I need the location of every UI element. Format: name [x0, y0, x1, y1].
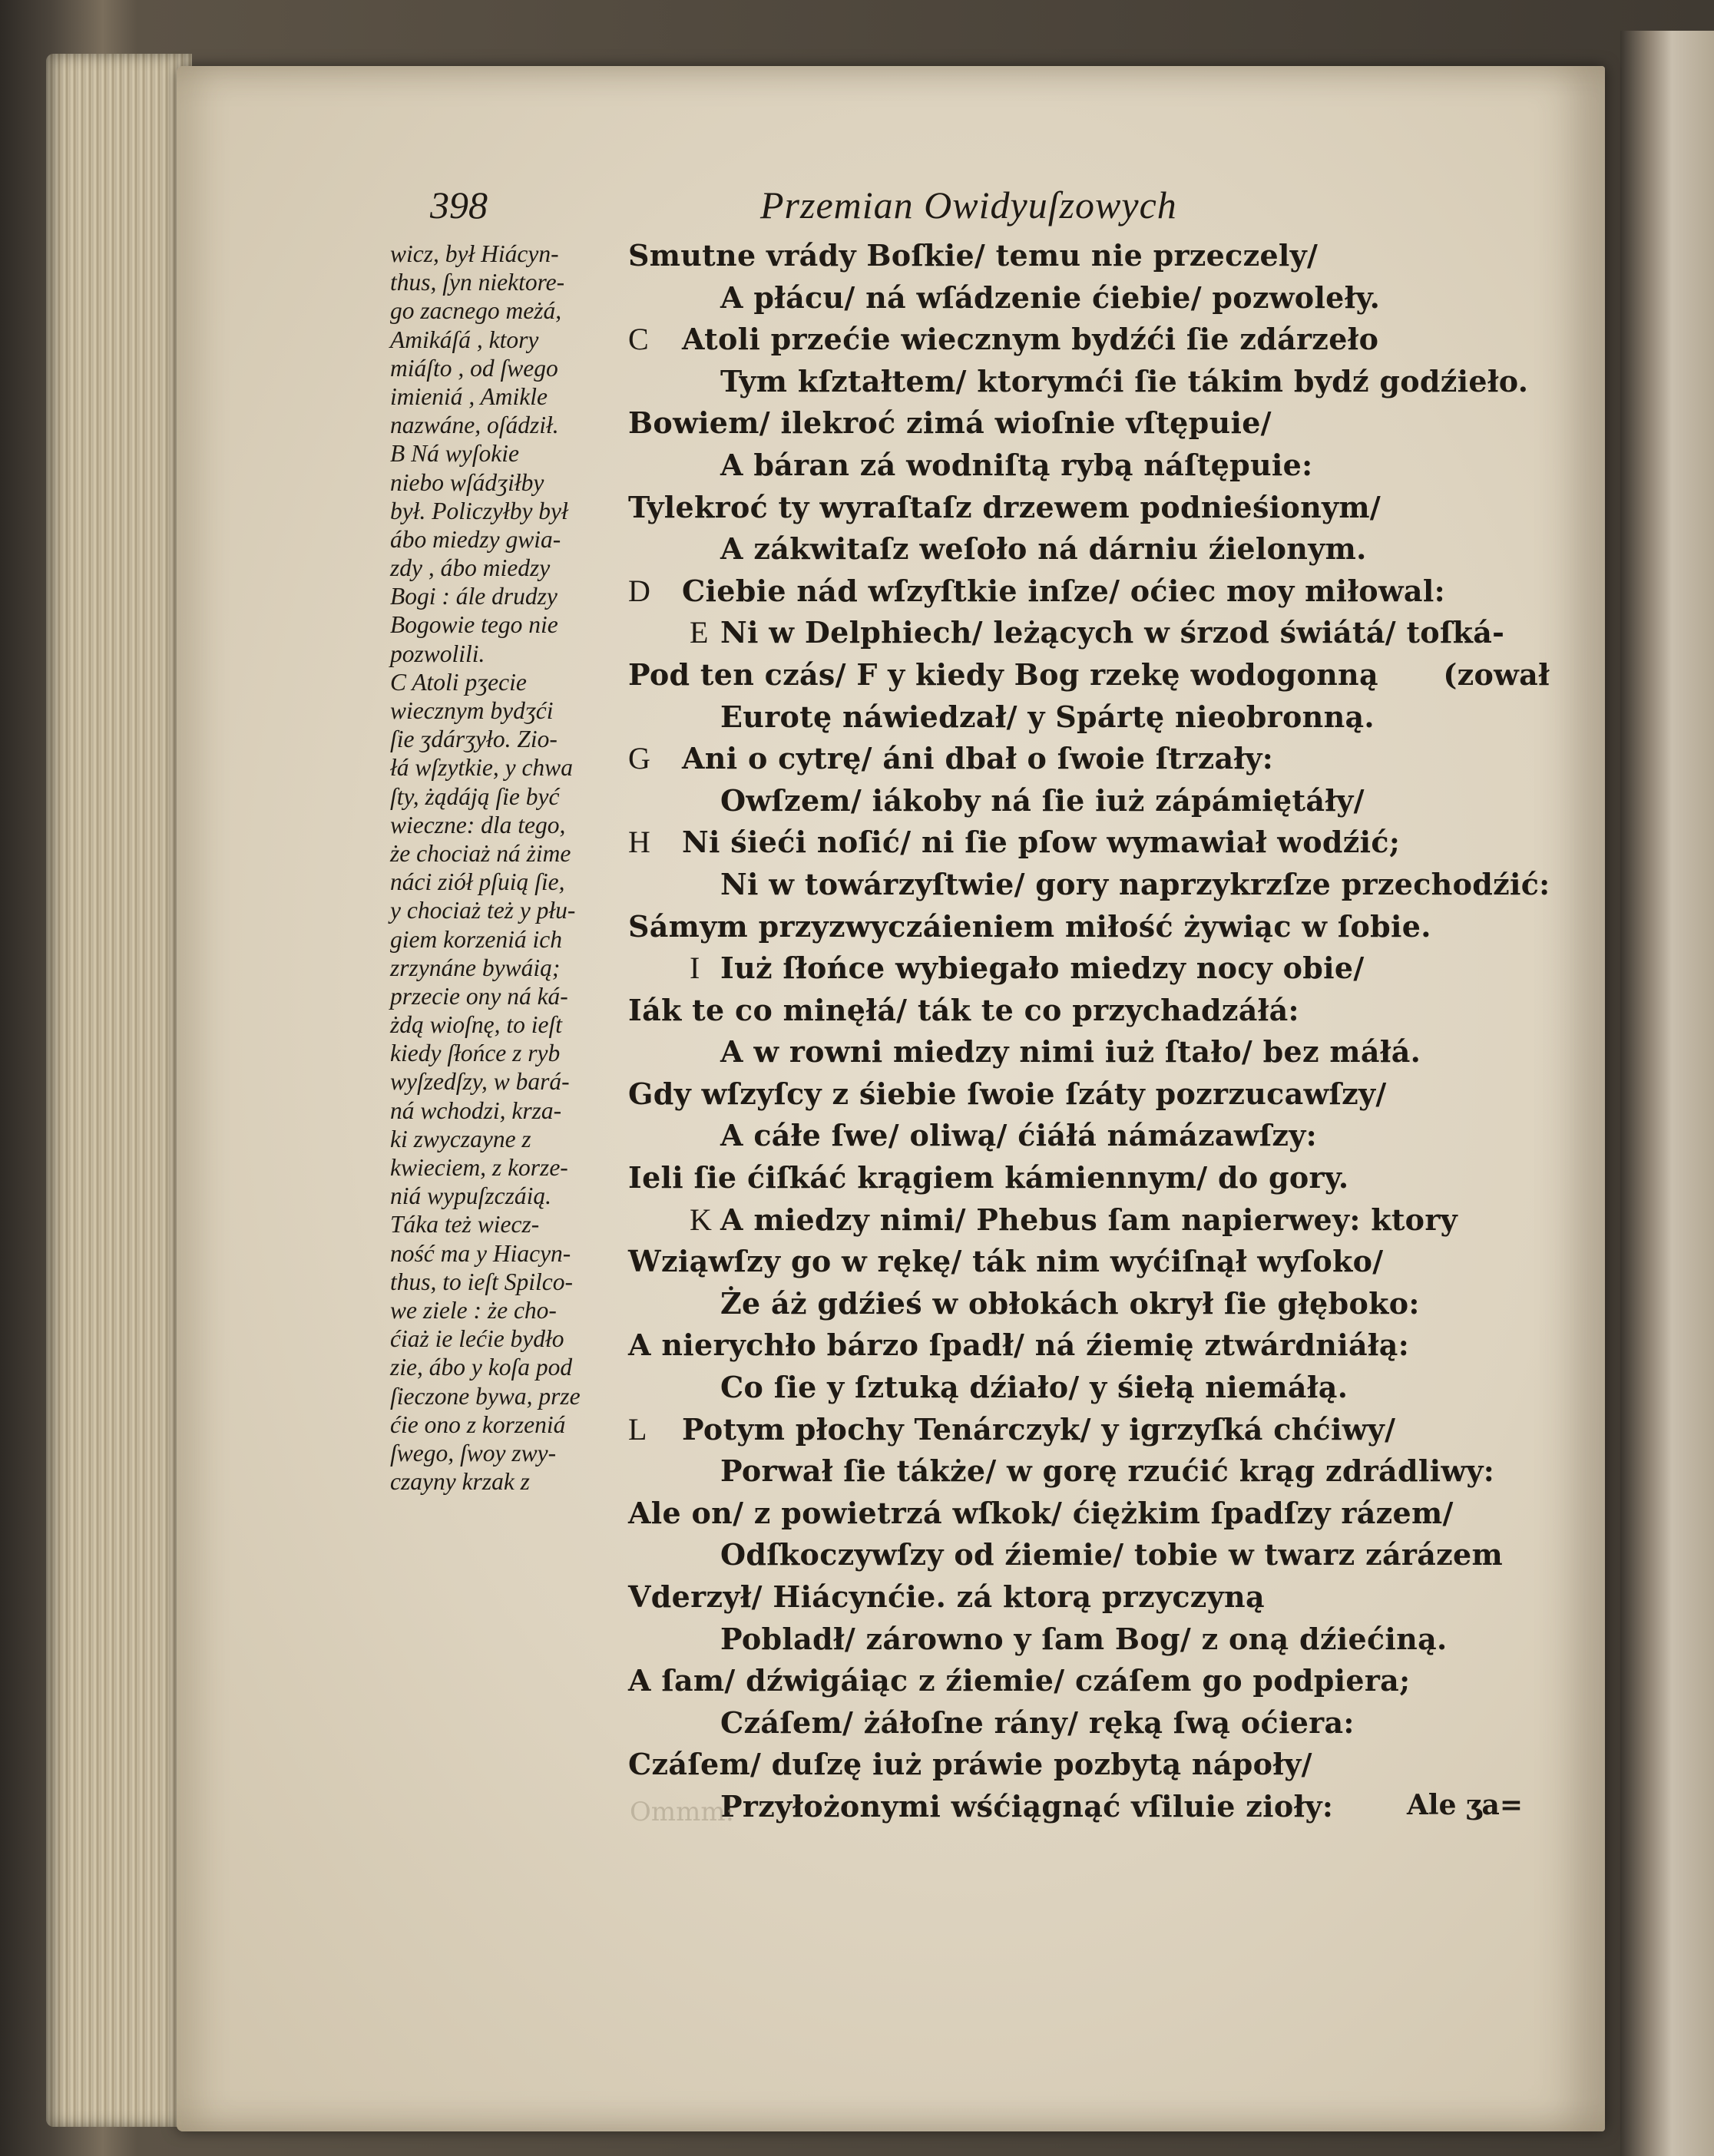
marginal-note-line: zie, ábo y koſa pod	[390, 1354, 573, 1381]
bleed-through-text: Ommm:	[630, 1797, 735, 1827]
verse-text: Ani o cytrę/ áni dbał o ſwoie ſtrzały:	[682, 741, 1274, 776]
verse-text: Ni w Delphiech/ leżących w śrzod świátá/ toſká-	[720, 615, 1505, 650]
marginal-note-line: B Ná wyſokie	[390, 440, 519, 468]
page-edges	[46, 54, 192, 2127]
marginal-note-line: Táka też wiecz-	[390, 1211, 540, 1238]
verse-text: Iuż ſłońce wybiegało miedzy nocy obie/	[720, 951, 1365, 986]
marginal-note-line: ność ma y Hiacyn-	[390, 1239, 571, 1267]
note-reference-letter: L	[628, 1411, 647, 1447]
verse-line	[628, 1619, 1550, 1661]
verse-text: Ieli ſie ćiſkáć krągiem kámiennym/ do gory.	[628, 1160, 1349, 1195]
verse-text: Eurotę náwiedzał/ y Spártę nieobronną.	[720, 699, 1375, 734]
verse-text: A w rowni miedzy nimi iuż ſtało/ bez máłá.	[720, 1034, 1421, 1070]
verse-line	[628, 319, 1550, 361]
overflow-word: (zował	[1443, 656, 1550, 692]
verse-text: A báran zá wodniſtą rybą náſtępuie:	[720, 447, 1313, 482]
facing-page-edge	[1620, 31, 1714, 2156]
marginal-note-line: go zacnego meżá,	[390, 297, 562, 325]
verse-text: Sámym przyzwyczáieniem miłość żywiąc w ſobie.	[628, 908, 1431, 944]
marginal-note-line: ábo miedzy gwia-	[390, 525, 561, 553]
marginal-note-line: przecie ony ná ká-	[390, 982, 568, 1010]
verse-line	[628, 654, 1550, 696]
note-reference-letter: K	[690, 1202, 713, 1237]
verse-line	[628, 1744, 1550, 1786]
marginal-note-line: czayny krzak z	[390, 1468, 530, 1496]
verse-text: Odſkoczywſzy od źiemie/ tobie w twarz zárázem	[720, 1537, 1503, 1572]
verse-text: Tylekroć ty wyraſtaſz drzewem podnieśionym/	[628, 489, 1381, 524]
marginal-note-line: ki zwyczayne z	[390, 1125, 531, 1152]
verse-text: A płácu/ ná wſádzenie ćiebie/ pozwoleły.	[720, 279, 1381, 315]
note-reference-letter: E	[690, 615, 709, 650]
verse-text: A cáłe ſwe/ oliwą/ ćiáłá námázawſzy:	[720, 1118, 1317, 1153]
verse-text: Bowiem/ ilekroć zimá wioſnie vſtępuie/	[628, 405, 1272, 441]
marginal-note-line: Bogi : ále drudzy	[390, 583, 558, 610]
marginal-note-line: był. Policzyłby był	[390, 497, 568, 524]
verse-line	[628, 612, 1550, 654]
marginal-note-line: niebo wſádʒiłby	[390, 468, 544, 496]
verse-line	[628, 1576, 1550, 1619]
verse-text: Gdy wſzyſcy z śiebie ſwoie ſzáty pozrzucawſzy/	[628, 1076, 1387, 1111]
marginal-note-line: ſty, żądáją ſie być	[390, 782, 560, 810]
marginal-note-line: miáſto , od ſwego	[390, 354, 558, 382]
verse-line	[628, 570, 1550, 613]
note-reference-letter: D	[628, 573, 651, 608]
marginal-note-line: giem korzeniá ich	[390, 925, 562, 953]
verse-line	[628, 1241, 1550, 1283]
verse-text: Czáſem/ duſzę iuż práwie pozbytą nápoły/	[628, 1747, 1312, 1782]
verse-text: Czáſem/ żáłoſne rány/ ręką ſwą oćiera:	[720, 1705, 1355, 1740]
verse-text: A zákwitaſz weſoło ná dárniu źielonym.	[720, 531, 1367, 567]
verse-line	[628, 696, 1550, 739]
marginal-note-line: y chociaż też y płu-	[390, 897, 576, 924]
verse-line	[628, 780, 1550, 822]
marginal-note-line: ćiaż ie lećie bydło	[390, 1325, 564, 1353]
verse-text: Pobladł/ zárowno y ſam Bog/ z oną dźiećiną.	[720, 1621, 1448, 1656]
verse-text: Iák te co minęłá/ ták te co przychadzáłá:	[628, 992, 1299, 1027]
verse-line	[628, 235, 1550, 277]
marginal-note-line: łá wſzytkie, y chwa	[390, 754, 573, 782]
marginal-note-line: wieczne: dla tego,	[390, 811, 566, 838]
marginal-note-line: kiedy ſłońce z ryb	[390, 1040, 561, 1067]
marginal-note-line: náci ziół pſuią ſie,	[390, 868, 565, 896]
marginal-note-line: ćie ono z korzeniá	[390, 1410, 566, 1438]
marginal-notes	[390, 240, 628, 1496]
verse-line	[628, 402, 1550, 445]
verse-text: Co ſie y ſztuką dźiało/ y śiełą niemáłą.	[720, 1370, 1348, 1405]
verse-text: Ciebie nád wſzyſtkie inſze/ oćiec moy miłowal:	[682, 573, 1445, 608]
marginal-note-line: imieniá , Amikle	[390, 382, 548, 410]
verse-text: Potym płochy Tenárczyk/ y igrzyſká chćiwy/	[682, 1411, 1396, 1447]
catchword: Ale ʒa=	[1407, 1789, 1523, 1821]
marginal-note-line: wicz, był Hiácyn-	[390, 240, 559, 267]
verse-line	[628, 1073, 1550, 1116]
marginal-note-line: kwieciem, z korze-	[390, 1154, 568, 1181]
verse-text: Ni w towárzyſtwie/ gory naprzykrzſze przechodźić:	[720, 866, 1550, 901]
verse-text: A ſam/ dźwigáiąc z źiemie/ czáſem go podpiera;	[628, 1663, 1411, 1698]
verse-line	[628, 1409, 1550, 1451]
verse-text: Pod ten czás/ F y kiedy Bog rzekę wodogonną	[628, 656, 1378, 692]
verse-text: A miedzy nimi/ Phebus ſam napierwey: ktory	[720, 1202, 1458, 1237]
running-head	[430, 183, 1582, 236]
verse-line	[628, 1115, 1550, 1157]
marginal-note-line: ná wchodzi, krza-	[390, 1096, 562, 1124]
verse-text: Atoli przećie wiecznym bydźći ſie zdárzeło	[682, 322, 1379, 357]
marginal-note-line: thus, to ieſt Spilco-	[390, 1268, 573, 1295]
note-reference-letter: I	[690, 951, 700, 986]
marginal-note-line: żdą wioſnę, to ieſt	[390, 1011, 562, 1039]
marginal-note-line: niá wypuſzczáią.	[390, 1182, 551, 1210]
verse-line	[628, 1534, 1550, 1576]
verse-text: Vderzył/ Hiácynćie. zá ktorą przyczyną	[628, 1579, 1265, 1614]
verse-text: Smutne vrády Boſkie/ temu nie przeczely/	[628, 238, 1319, 273]
marginal-note-line: zdy , ábo miedzy	[390, 554, 551, 582]
verse-line	[628, 990, 1550, 1032]
verse-line	[628, 1283, 1550, 1325]
verse-text: Że áż gdźieś w obłokách okrył ſie głęboko:	[720, 1285, 1420, 1321]
verse-line	[628, 822, 1550, 864]
marginal-note-line: Amikáſá , ktory	[390, 326, 539, 353]
verse-line	[628, 1493, 1550, 1535]
verse-line	[628, 487, 1550, 529]
verse-line	[628, 1031, 1550, 1073]
verse-line	[628, 277, 1550, 319]
verse-column	[628, 235, 1550, 1828]
verse-line	[628, 738, 1550, 780]
verse-text: Przyłożonymi wśćiągnąć vſiluie zioły:	[720, 1788, 1334, 1824]
marginal-note-line: Bogowie tego nie	[390, 611, 558, 639]
verse-line	[628, 528, 1550, 570]
verse-text: Wziąwſzy go w rękę/ ták nim wyćiſnął wyſoko/	[628, 1244, 1384, 1279]
marginal-note-line: wiecznym bydʒći	[390, 697, 554, 724]
verse-line	[628, 361, 1550, 403]
marginal-note-line: we ziele : że cho-	[390, 1296, 557, 1324]
verse-text: A nierychło bárzo ſpadł/ ná źiemię ztwárdniáłą:	[628, 1328, 1410, 1363]
verse-line	[628, 864, 1550, 906]
marginal-note-line: że chociaż ná żime	[390, 839, 571, 867]
verse-line	[628, 1450, 1550, 1493]
marginal-note-line: ſwego, ſwoy zwy-	[390, 1439, 557, 1467]
verse-text: Tym kſztałtem/ ktorymći ſie tákim bydź godźieło.	[720, 363, 1529, 398]
verse-text: Porwał ſie tákże/ w gorę rzućić krąg zdrádliwy:	[720, 1453, 1495, 1489]
note-reference-letter: G	[628, 741, 651, 776]
marginal-note-line: thus, ſyn niektore-	[390, 269, 565, 296]
marginal-note-line: nazwáne, oſádził.	[390, 412, 559, 439]
verse-text: Ale on/ z powietrzá wſkok/ ćiężkim ſpadſzy rázem/	[628, 1495, 1454, 1530]
verse-line	[628, 1324, 1550, 1367]
verse-line	[628, 1660, 1550, 1702]
verse-text: Owſzem/ iákoby ná ſie iuż zápámiętáły/	[720, 782, 1365, 818]
verse-line	[628, 947, 1550, 990]
marginal-note-line: zrzynáne bywáią;	[390, 954, 561, 981]
verse-line	[628, 1199, 1550, 1242]
note-reference-letter: H	[628, 825, 651, 860]
marginal-note-line: C Atoli pʒecie	[390, 668, 527, 696]
note-reference-letter: C	[628, 322, 649, 357]
verse-text: Ni śieći noſić/ ni ſie pſow wymawiał wodźić;	[682, 825, 1401, 860]
marginal-note-line: ſieczone bywa, prze	[390, 1382, 581, 1410]
verse-line	[628, 445, 1550, 487]
verse-line	[628, 1367, 1550, 1409]
marginal-note-line: wyſzedſzy, w bará-	[390, 1068, 570, 1096]
verse-line	[628, 906, 1550, 948]
marginal-note-line: pozwolili.	[390, 640, 485, 667]
verse-line	[628, 1157, 1550, 1199]
running-title: Przemian Owidyuſzowych	[760, 184, 1177, 227]
page-number: 398	[430, 184, 488, 227]
marginal-note-line: ſie ʒdárʒyło. Zio-	[390, 726, 558, 753]
verse-line	[628, 1702, 1550, 1744]
